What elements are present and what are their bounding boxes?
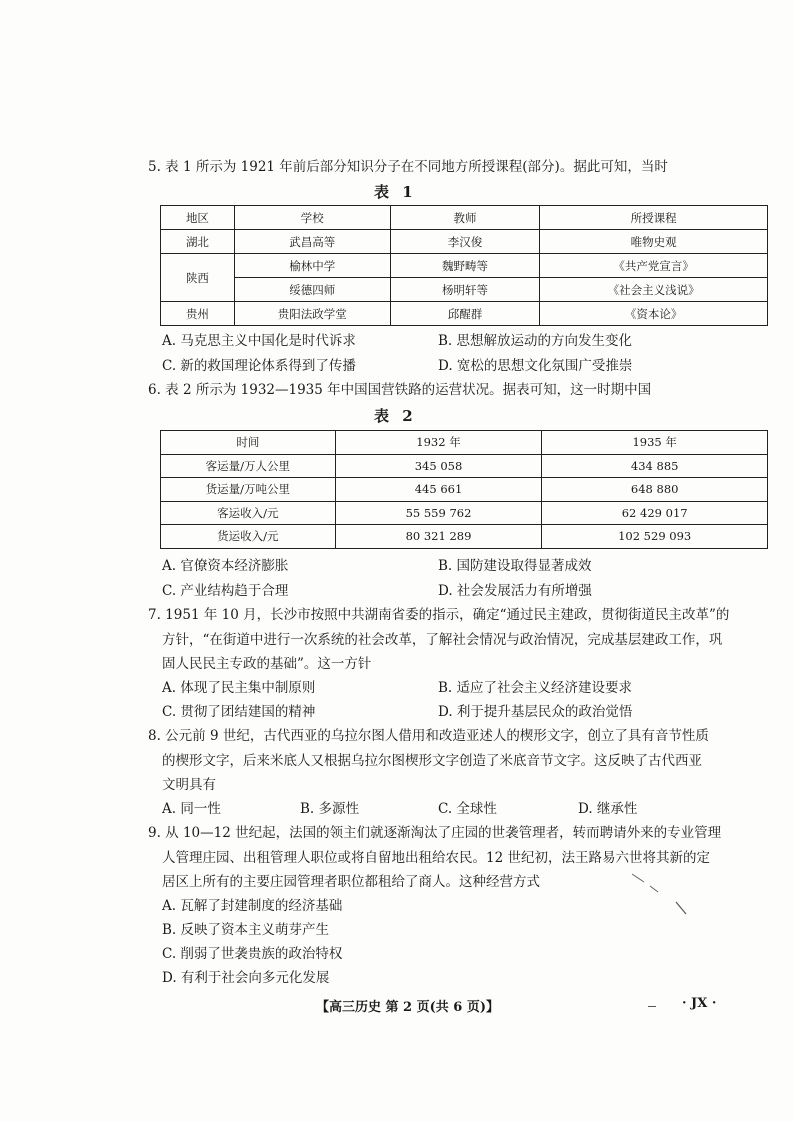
table1-header-cell: 学校 <box>234 206 390 230</box>
q8-stem-line-3: 文明具有 <box>162 777 216 793</box>
table1-teacher-cell: 杨明轩等 <box>390 278 540 302</box>
q5-stem: 5. 表 1 所示为 1921 年前后部分知识分子在不同地方所授课程(部分)。据此可知，当时 <box>148 159 668 175</box>
table1-region-cell: 贵州 <box>161 302 235 326</box>
table2-label-cell: 客运收入/元 <box>161 501 336 525</box>
table2-header-row <box>161 431 768 455</box>
exam-code: · JX · <box>682 996 717 1011</box>
table1-header-row <box>161 206 768 230</box>
q7-option-b[interactable]: B. 适应了社会主义经济建设要求 <box>438 680 633 696</box>
table1-school-cell: 绥德四师 <box>234 278 390 302</box>
table-row <box>161 230 768 254</box>
table1-school-cell: 榆林中学 <box>234 254 390 278</box>
table-row <box>161 454 768 478</box>
table2-value-cell: 102 529 093 <box>542 525 768 549</box>
table1-school-cell: 贵阳法政学堂 <box>234 302 390 326</box>
table2-header-cell: 1932 年 <box>335 431 542 455</box>
q8-option-d[interactable]: D. 继承性 <box>578 801 638 817</box>
table2-header-cell: 时间 <box>161 431 336 455</box>
table2-value-cell: 345 058 <box>335 454 542 478</box>
table-row <box>161 254 768 278</box>
table1-region-cell: 陕西 <box>161 254 235 302</box>
table-row <box>161 302 768 326</box>
q9-option-d[interactable]: D. 有利于社会向多元化发展 <box>162 970 330 986</box>
q9-option-b[interactable]: B. 反映了资本主义萌芽产生 <box>162 922 330 938</box>
q6-option-b[interactable]: B. 国防建设取得显著成效 <box>438 558 592 574</box>
q7-stem-line-1: 7. 1951 年 10 月，长沙市按照中共湖南省委的指示，确定“通过民主建政，贯彻街道民主改革”的 <box>148 607 730 623</box>
table1-course-cell: 《社会主义浅说》 <box>540 278 768 302</box>
q9-stem-line-3: 居区上所有的主要庄园管理者职位都租给了商人。这种经营方式 <box>162 874 540 890</box>
table1-region-cell: 湖北 <box>161 230 235 254</box>
q8-option-b[interactable]: B. 多源性 <box>300 801 360 817</box>
q7-option-a[interactable]: A. 体现了民主集中制原则 <box>162 680 316 696</box>
q9-option-a[interactable]: A. 瓦解了封建制度的经济基础 <box>162 898 343 914</box>
table-row <box>161 478 768 502</box>
table1-teacher-cell: 李汉俊 <box>390 230 540 254</box>
table1 <box>160 205 768 326</box>
table2-value-cell: 62 429 017 <box>542 501 768 525</box>
table-row <box>161 525 768 549</box>
scan-mark <box>648 1006 656 1007</box>
table1-header-cell: 教师 <box>390 206 540 230</box>
q7-option-d[interactable]: D. 利于提升基层民众的政治觉悟 <box>438 704 633 720</box>
q5-option-d[interactable]: D. 宽松的思想文化氛围广受推崇 <box>438 358 633 374</box>
table2-caption: 表 2 <box>374 407 417 425</box>
table2-label-cell: 货运量/万吨公里 <box>161 478 336 502</box>
table1-course-cell: 唯物史观 <box>540 230 768 254</box>
table1-school-cell: 武昌高等 <box>234 230 390 254</box>
table2-label-cell: 货运收入/元 <box>161 525 336 549</box>
q8-stem-line-1: 8. 公元前 9 世纪，古代西亚的乌拉尔图人借用和改造亚述人的楔形文字，创立了具有音节性质 <box>148 728 709 744</box>
q7-stem-line-3: 固人民民主专政的基础”。这一方针 <box>162 656 372 672</box>
q7-stem-line-2: 方针，“在街道中进行一次系统的社会改革，了解社会情况与政治情况，完成基层建政工作，巩 <box>162 632 723 648</box>
table2 <box>160 430 768 549</box>
table-row <box>161 501 768 525</box>
q6-option-d[interactable]: D. 社会发展活力有所增强 <box>438 583 592 599</box>
q5-option-b[interactable]: B. 思想解放运动的方向发生变化 <box>438 333 633 349</box>
table-row <box>161 278 768 302</box>
table2-value-cell: 648 880 <box>542 478 768 502</box>
q9-stem-line-2: 人管理庄园、出租管理人职位或将自留地出租给农民。12 世纪初，法王路易六世将其新的定 <box>162 850 710 866</box>
q9-stem-line-1: 9. 从 10—12 世纪起，法国的领主们就逐渐淘汰了庄园的世袭管理者，转而聘请外来的专业管理 <box>148 825 722 841</box>
table2-value-cell: 445 661 <box>335 478 542 502</box>
q5-option-a[interactable]: A. 马克思主义中国化是时代诉求 <box>162 333 356 349</box>
q6-option-a[interactable]: A. 官僚资本经济膨胀 <box>162 558 289 574</box>
table1-teacher-cell: 魏野畴等 <box>390 254 540 278</box>
table1-teacher-cell: 邱醒群 <box>390 302 540 326</box>
table2-header-cell: 1935 年 <box>542 431 768 455</box>
q6-option-c[interactable]: C. 产业结构趋于合理 <box>162 583 289 599</box>
q5-option-c[interactable]: C. 新的救国理论体系得到了传播 <box>162 358 356 374</box>
scan-mark <box>628 872 688 918</box>
table2-value-cell: 55 559 762 <box>335 501 542 525</box>
table2-value-cell: 434 885 <box>542 454 768 478</box>
q9-option-c[interactable]: C. 削弱了世袭贵族的政治特权 <box>162 946 343 962</box>
table1-course-cell: 《资本论》 <box>540 302 768 326</box>
page-footer: 【高三历史 第 2 页(共 6 页)】 <box>316 1000 500 1015</box>
table1-caption: 表 1 <box>374 183 417 201</box>
table2-value-cell: 80 321 289 <box>335 525 542 549</box>
table2-label-cell: 客运量/万人公里 <box>161 454 336 478</box>
q6-stem: 6. 表 2 所示为 1932—1935 年中国国营铁路的运营状况。据表可知，这一时期中国 <box>148 382 652 398</box>
q8-option-c[interactable]: C. 全球性 <box>438 801 497 817</box>
q8-stem-line-2: 的楔形文字，后来米底人又根据乌拉尔图楔形文字创造了米底音节文字。这反映了古代西亚 <box>162 753 702 769</box>
table1-course-cell: 《共产党宣言》 <box>540 254 768 278</box>
q8-option-a[interactable]: A. 同一性 <box>162 801 221 817</box>
q7-option-c[interactable]: C. 贯彻了团结建国的精神 <box>162 704 316 720</box>
table1-header-cell: 地区 <box>161 206 235 230</box>
table1-header-cell: 所授课程 <box>540 206 768 230</box>
